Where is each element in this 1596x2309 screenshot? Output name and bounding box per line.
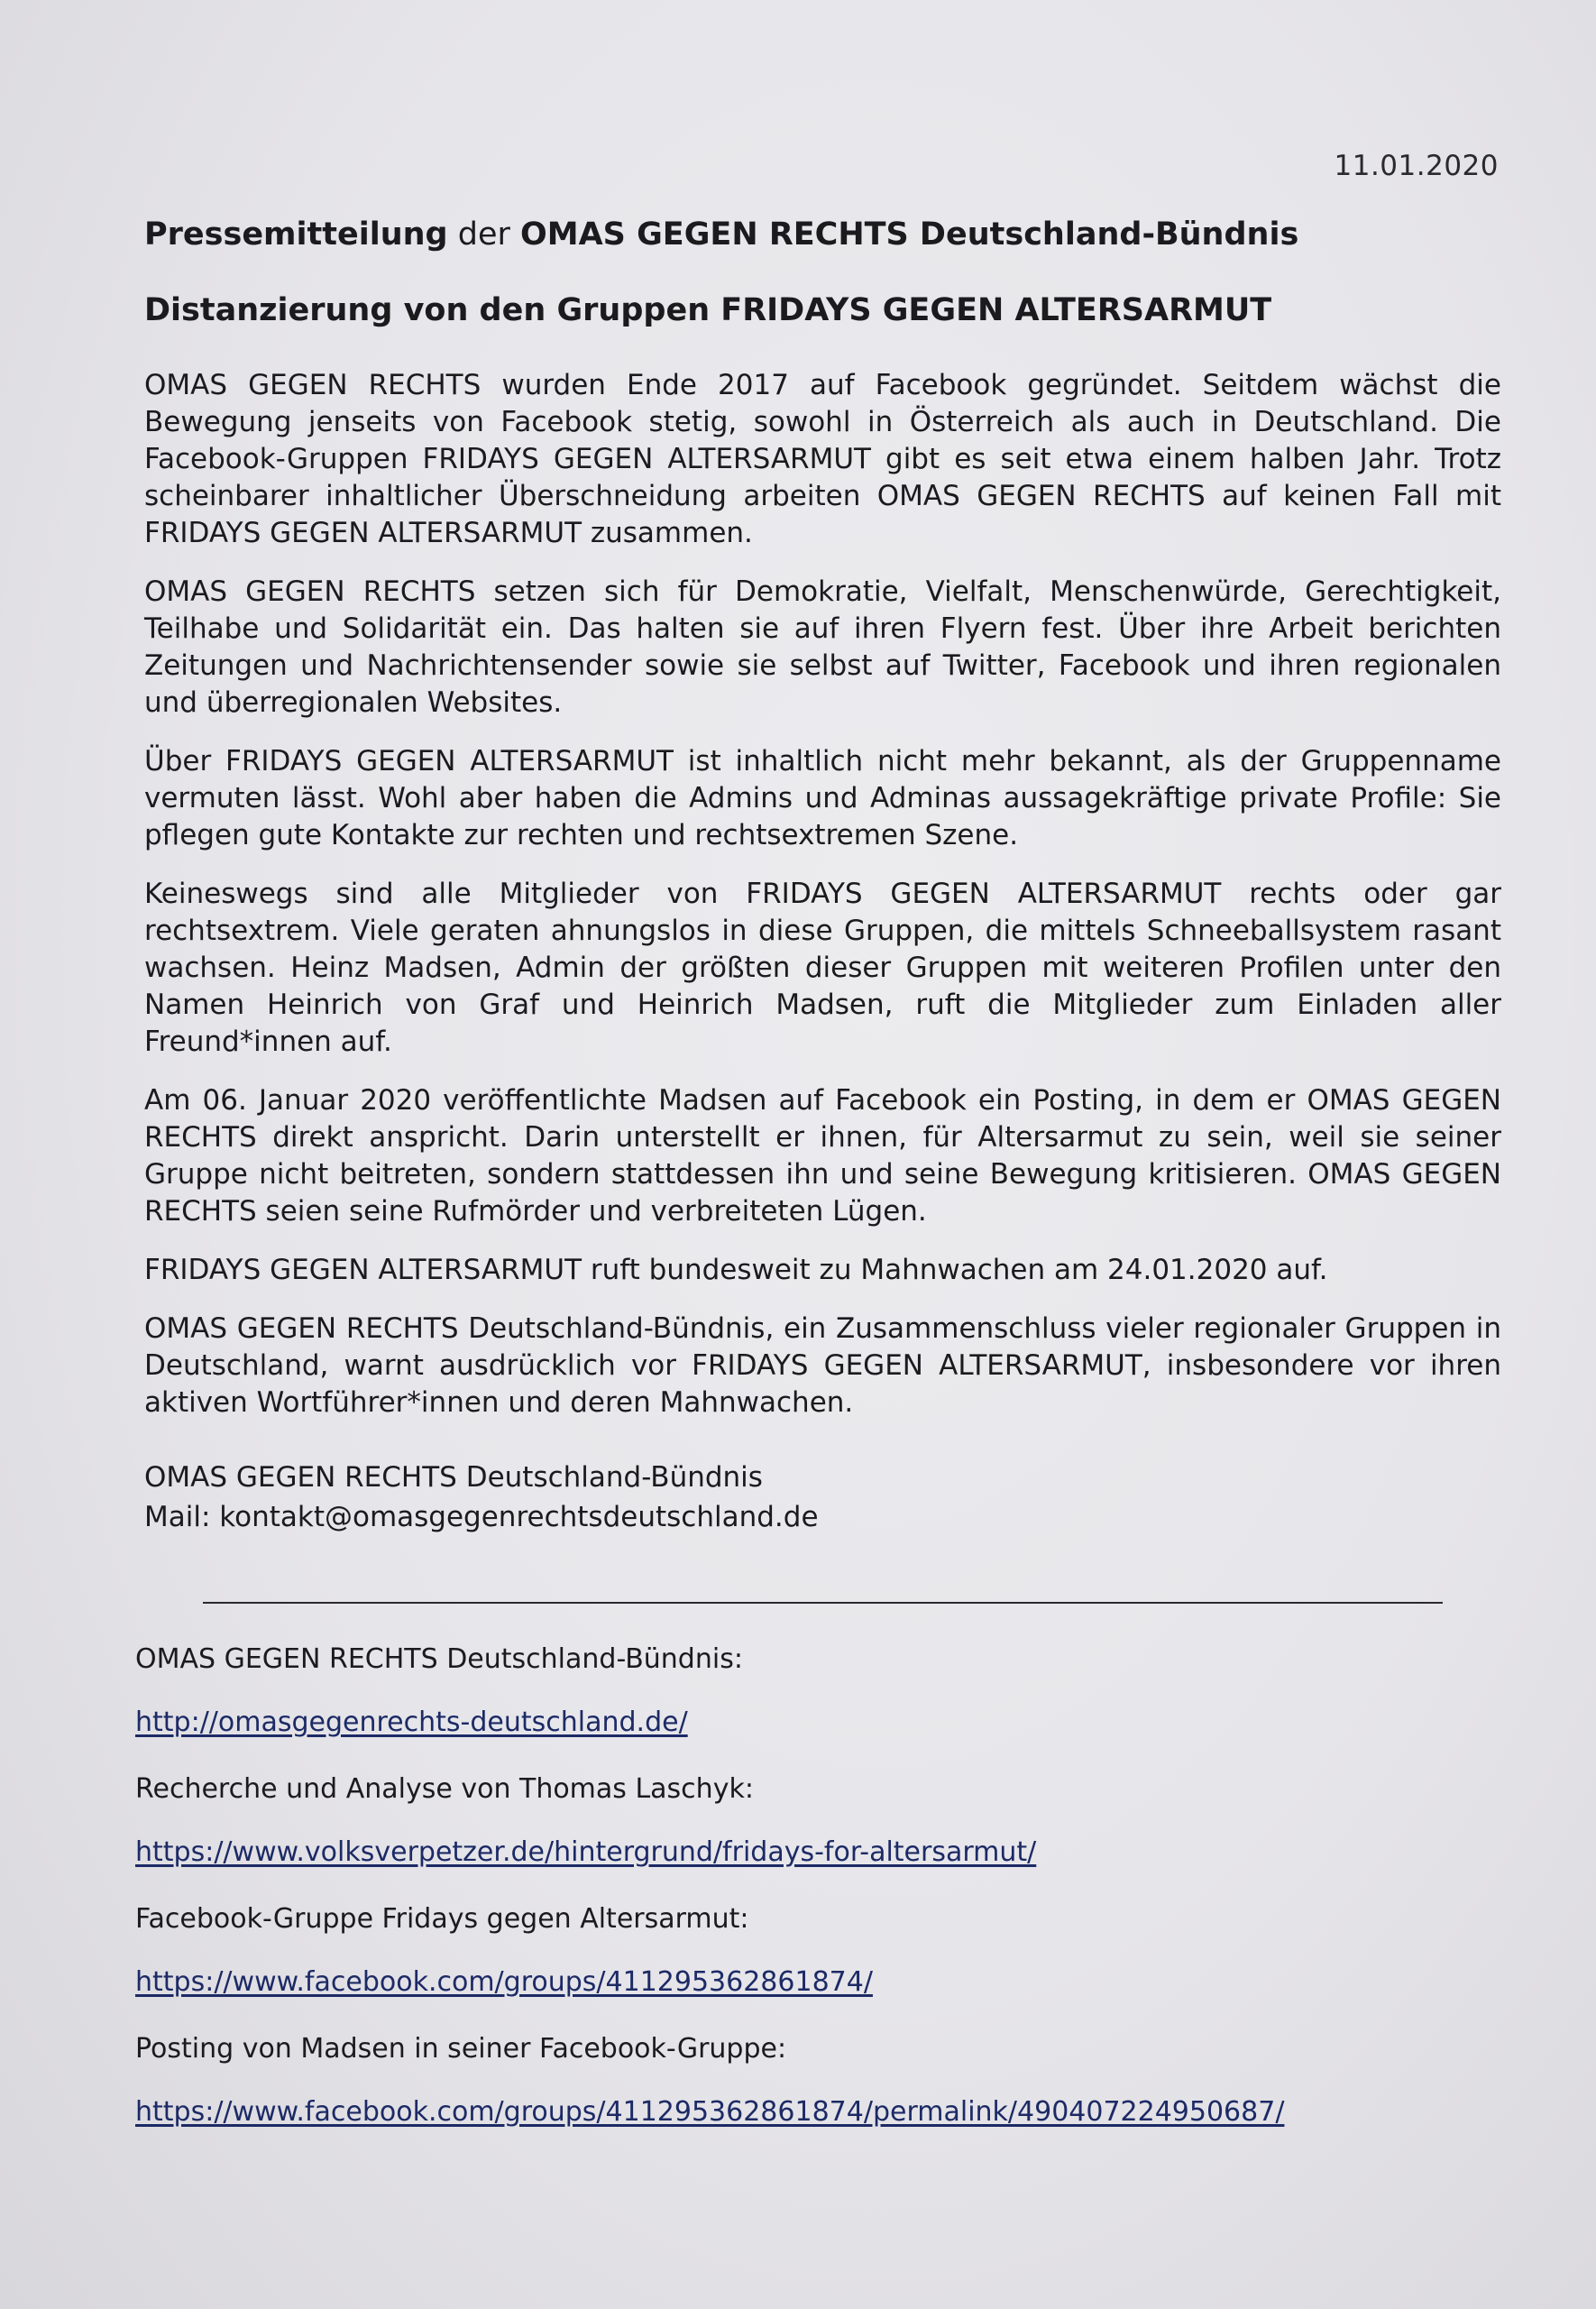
reference-links xyxy=(135,1642,1488,2161)
signature-mail: Mail: kontakt@omasgegenrechtsdeutschland.de xyxy=(144,1501,819,1533)
link-facebook-group[interactable]: https://www.facebook.com/groups/411295362861874/ xyxy=(135,1966,873,1998)
press-release-body xyxy=(144,215,1501,1537)
press-release-subject: Distanzierung von den Gruppen FRIDAYS GEGEN ALTERSARMUT xyxy=(144,291,1272,328)
link-facebook-posting[interactable]: https://www.facebook.com/groups/411295362861874/permalink/490407224950687/ xyxy=(135,2096,1285,2128)
paragraph-warning: OMAS GEGEN RECHTS Deutschland-Bündnis, ein Zusammenschluss vieler regionaler Gruppen in Deutschland, warnt ausdrücklich vor FRIDAYS GEGEN ALTERSARMUT, insbesondere vor ihren aktiven Wortführer*innen und deren Mahnwachen. xyxy=(144,1312,1501,1419)
paragraph-founding: OMAS GEGEN RECHTS wurden Ende 2017 auf Facebook gegründet. Seitdem wächst die Bewegung jenseits von Facebook stetig, sowohl in Österreich als auch in Deutschland. Die Facebook-Gruppen FRIDAYS GEGEN ALTERSARMUT gibt es seit etwa einem halben Jahr. Trotz scheinbarer inhaltlicher Überschneidung arbeiten OMAS GEGEN RECHTS auf keinen Fall mit FRIDAYS GEGEN ALTERSARMUT zusammen. xyxy=(144,369,1501,549)
press-release-connector: der xyxy=(447,216,520,253)
paragraph-vigils: FRIDAYS GEGEN ALTERSARMUT ruft bundesweit zu Mahnwachen am 24.01.2020 auf. xyxy=(144,1254,1328,1286)
press-release-label: Pressemitteilung xyxy=(144,216,448,253)
signature-org: OMAS GEGEN RECHTS Deutschland-Bündnis xyxy=(144,1461,763,1494)
signature-block xyxy=(144,1458,1501,1537)
paragraph-values: OMAS GEGEN RECHTS setzen sich für Demokratie, Vielfalt, Menschenwürde, Gerechtigkeit, Teilhabe und Solidarität ein. Das halten sie auf ihren Flyern fest. Über ihre Arbeit berichten Zeitungen und Nachrichtensender sowie sie selbst auf Twitter, Facebook und ihren regionalen und überregionalen Websites. xyxy=(144,575,1501,719)
link-label-omas: OMAS GEGEN RECHTS Deutschland-Bündnis: xyxy=(135,1643,743,1675)
link-volksverpetzer[interactable]: https://www.volksverpetzer.de/hintergrund/fridays-for-altersarmut/ xyxy=(135,1836,1037,1868)
paragraph-posting: Am 06. Januar 2020 veröffentlichte Madsen auf Facebook ein Posting, in dem er OMAS GEGEN RECHTS direkt anspricht. Darin unterstellt er ihnen, für Altersarmut zu sein, weil sie seiner Gruppe nicht beitreten, sondern stattdessen ihn und seine Bewegung kritisieren. OMAS GEGEN RECHTS seien seine Rufmörder und verbreiteten Lügen. xyxy=(144,1084,1501,1228)
paragraph-fridays-profile: Über FRIDAYS GEGEN ALTERSARMUT ist inhaltlich nicht mehr bekannt, als der Gruppenname vermuten lässt. Wohl aber haben die Admins und Adminas aussagekräftige private Profile: Sie pflegen gute Kontakte zur rechten und rechtsextremen Szene. xyxy=(144,745,1501,851)
link-label-research: Recherche und Analyse von Thomas Laschyk: xyxy=(135,1773,754,1805)
document-date: 11.01.2020 xyxy=(1334,150,1499,182)
divider-line xyxy=(203,1602,1443,1604)
press-release-heading xyxy=(144,215,1501,256)
paragraph-members: Keineswegs sind alle Mitglieder von FRIDAYS GEGEN ALTERSARMUT rechts oder gar rechtsextrem. Viele geraten ahnungslos in diese Gruppen, die mittels Schneeballsystem rasant wachsen. Heinz Madsen, Admin der größten dieser Gruppen mit weiteren Profilen unter den Namen Heinrich von Graf und Heinrich Madsen, ruft die Mitglieder zum Einladen aller Freund*innen auf. xyxy=(144,878,1501,1058)
press-release-org: OMAS GEGEN RECHTS Deutschland-Bündnis xyxy=(520,216,1299,253)
link-label-posting: Posting von Madsen in seiner Facebook-Gruppe: xyxy=(135,2033,787,2065)
link-omas-website[interactable]: http://omasgegenrechts-deutschland.de/ xyxy=(135,1706,688,1738)
link-label-facebook-group: Facebook-Gruppe Fridays gegen Altersarmut: xyxy=(135,1903,749,1935)
